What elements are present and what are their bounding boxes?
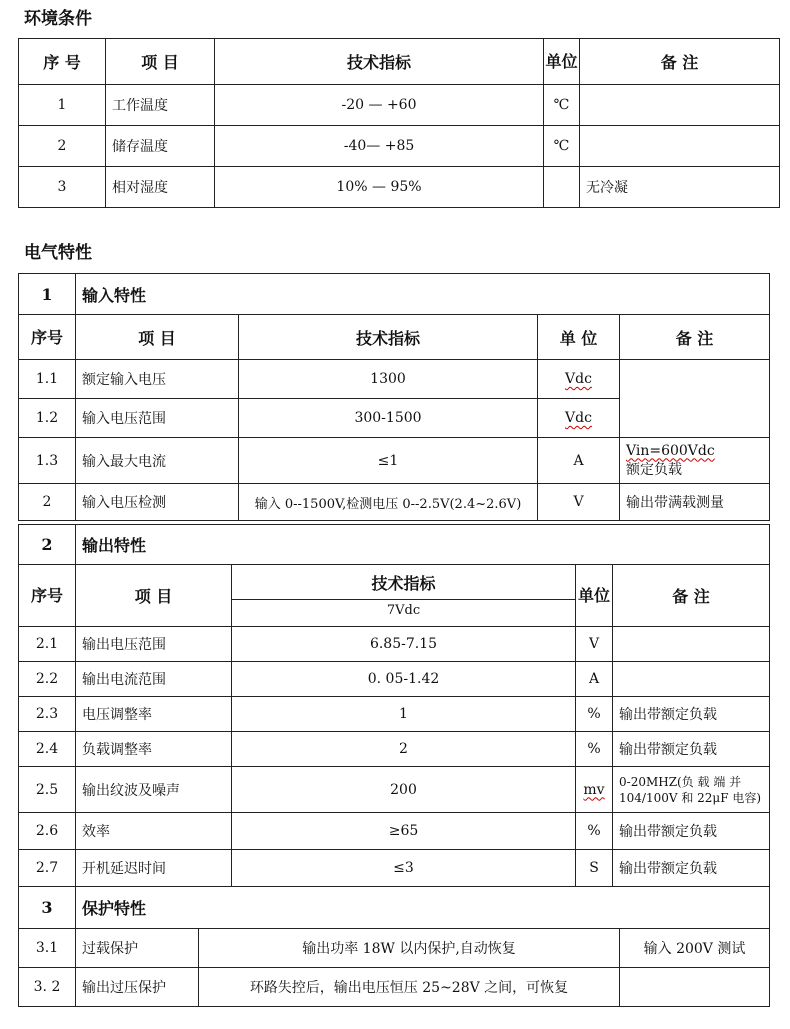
header-item: 项 目 [76,315,239,360]
cell-item: 输入电压范围 [76,399,239,438]
cell-item: 输出电压范围 [76,627,232,662]
cell-spec: ≤1 [239,438,538,484]
env-header-unit: 单位 [544,39,580,85]
section-title: 输入特性 [76,274,770,315]
header-unit: 单位 [576,565,613,627]
cell-unit: A [576,662,613,697]
cell-no: 2.2 [19,662,76,697]
cell-spec: 输出功率 18W 以内保护,自动恢复 [199,929,620,968]
cell-no: 2.4 [19,732,76,767]
cell-item: 储存温度 [106,126,215,167]
env-header-spec: 技术指标 [215,39,544,85]
section-title: 保护特性 [76,887,770,929]
cell-item: 输入电压检测 [76,484,239,521]
cell-note [613,627,770,662]
table-row [19,850,770,887]
cell-no: 3. 2 [19,968,76,1007]
cell-spec: -40— +85 [215,126,544,167]
env-header-no: 序 号 [19,39,106,85]
cell-note [620,360,770,438]
cell-unit: ℃ [544,85,580,126]
cell-unit: % [576,697,613,732]
env-section-title: 环境条件 [24,9,92,29]
cell-spec: 环路失控后，输出电压恒压 25~28V 之间，可恢复 [199,968,620,1007]
cell-unit: % [576,813,613,850]
cell-no: 2 [19,126,106,167]
cell-unit: Vdc [565,410,592,426]
cell-item: 额定输入电压 [76,360,239,399]
table-row [19,968,770,1007]
cell-no: 1.1 [19,360,76,399]
header-no: 序号 [19,315,76,360]
table-row [19,484,770,521]
table-row [19,85,780,126]
table-row [19,662,770,697]
table-row [19,813,770,850]
cell-item: 效率 [76,813,232,850]
header-item: 项 目 [76,565,232,627]
cell-unit: S [576,850,613,887]
table-row [19,167,780,208]
protection-table [18,886,770,1007]
cell-no: 2.1 [19,627,76,662]
cell-note: 无冷凝 [580,167,780,208]
note-line-1: 0-20MHZ(负 载 端 并 [619,774,742,789]
cell-note: 输出带额定负载 [613,732,770,767]
note-line-2: 104/100V 和 22μF 电容) [619,790,762,805]
table-row [19,627,770,662]
cell-note [580,85,780,126]
cell-unit: ℃ [544,126,580,167]
cell-spec: ≤3 [232,850,576,887]
header-spec: 技术指标 [239,315,538,360]
cell-item: 负载调整率 [76,732,232,767]
cell-no: 2 [19,484,76,521]
table-row [19,126,780,167]
cell-unit: V [576,627,613,662]
env-header-note: 备 注 [580,39,780,85]
cell-item: 输出纹波及噪声 [76,767,232,813]
cell-no: 1.2 [19,399,76,438]
cell-note [613,662,770,697]
cell-item: 相对湿度 [106,167,215,208]
cell-unit: V [538,484,620,521]
table-row [19,360,770,399]
cell-no: 1.3 [19,438,76,484]
table-row [19,767,770,813]
cell-spec: 300-1500 [239,399,538,438]
env-table [18,38,780,208]
section-number: 1 [19,274,76,315]
cell-item: 工作温度 [106,85,215,126]
cell-note: 输入 200V 测试 [620,929,770,968]
cell-unit: mv [583,781,605,798]
header-spec: 技术指标 [232,569,575,600]
cell-note: 输出带额定负载 [613,813,770,850]
cell-note: 输出带额定负载 [613,850,770,887]
cell-spec: ≥65 [232,813,576,850]
cell-spec: 200 [232,767,576,813]
cell-note: 输出带满载测量 [620,484,770,521]
note-line-2: 额定负载 [626,461,682,478]
cell-spec: 1 [232,697,576,732]
elec-section-title: 电气特性 [24,243,92,263]
cell-no: 3.1 [19,929,76,968]
cell-unit: % [576,732,613,767]
cell-no: 2.5 [19,767,76,813]
input-table [18,273,770,521]
cell-spec: 6.85-7.15 [232,627,576,662]
header-no: 序号 [19,565,76,627]
cell-no: 3 [19,167,106,208]
output-table [18,524,770,887]
cell-no: 1 [19,85,106,126]
header-note: 备 注 [613,565,770,627]
cell-no: 2.3 [19,697,76,732]
section-number: 2 [19,525,76,565]
cell-item: 输入最大电流 [76,438,239,484]
cell-item: 过载保护 [76,929,199,968]
section-number: 3 [19,887,76,929]
table-row [19,732,770,767]
cell-spec: 10% — 95% [215,167,544,208]
table-row [19,438,770,484]
cell-item: 电压调整率 [76,697,232,732]
section-title: 输出特性 [76,525,770,565]
cell-note [620,968,770,1007]
header-note: 备 注 [620,315,770,360]
cell-item: 开机延迟时间 [76,850,232,887]
cell-unit: Vdc [565,371,592,387]
cell-no: 2.6 [19,813,76,850]
cell-note [580,126,780,167]
header-unit: 单 位 [538,315,620,360]
header-spec-sub: 7Vdc [386,603,421,618]
cell-spec: -20 — +60 [215,85,544,126]
cell-spec: 1300 [239,360,538,399]
table-row [19,929,770,968]
cell-item: 输出过压保护 [76,968,199,1007]
env-header-item: 项 目 [106,39,215,85]
cell-spec: 输入 0--1500V,检测电压 0--2.5V(2.4~2.6V) [239,484,538,521]
cell-spec: 2 [232,732,576,767]
cell-unit [544,167,580,208]
cell-note: 输出带额定负载 [613,697,770,732]
cell-item: 输出电流范围 [76,662,232,697]
note-line-1: Vin=600Vdc [626,442,715,459]
cell-spec: 0. 05-1.42 [232,662,576,697]
cell-unit: A [538,438,620,484]
table-row [19,697,770,732]
cell-no: 2.7 [19,850,76,887]
